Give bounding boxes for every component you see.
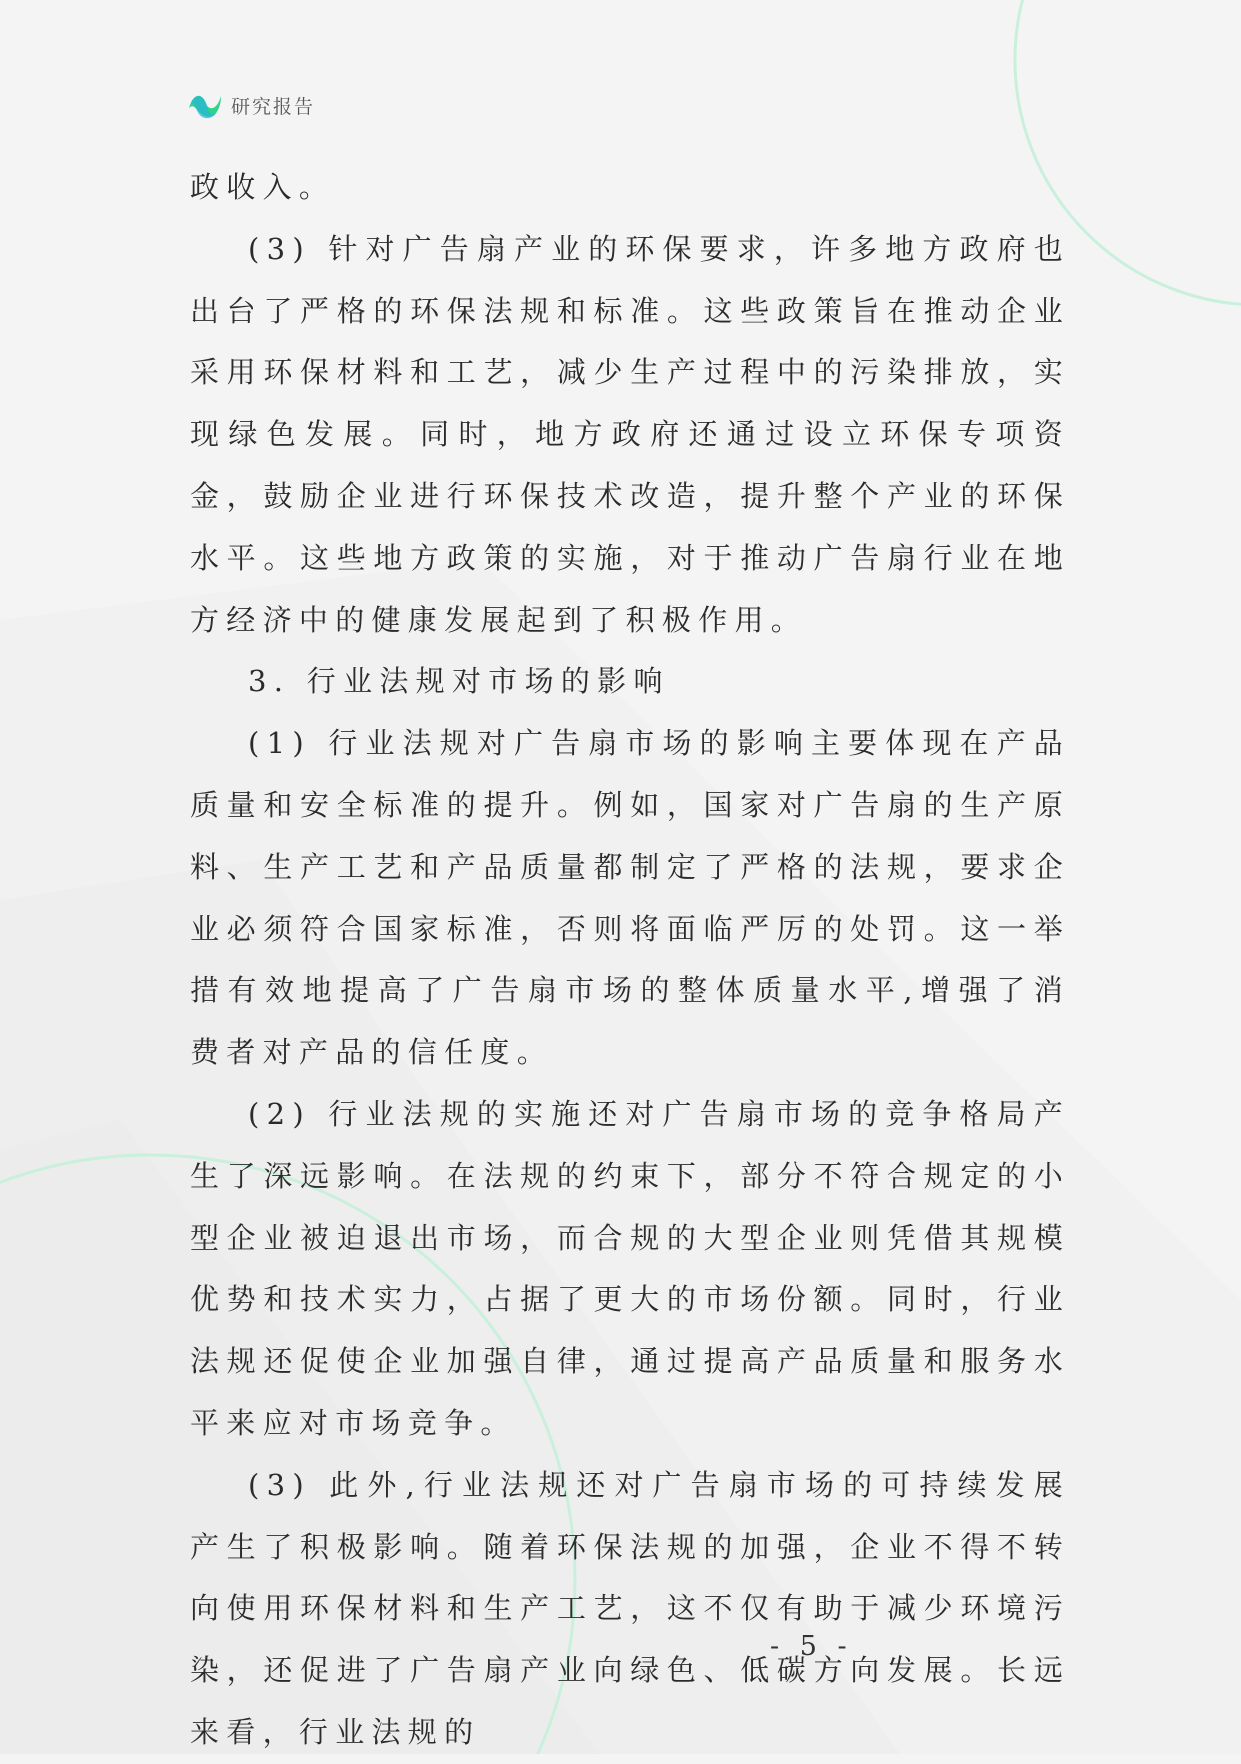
paragraph-continuation: 政收入。 xyxy=(190,170,336,204)
logo-icon xyxy=(187,88,223,122)
paragraph-local-environmental-policy: (3) 针对广告扇产业的环保要求，许多地方政府也出台了严格的环保法规和标准。这些政策旨在推动企业采用环保材料和工艺，减少生产过程中的污染排放，实现绿色发展。同时，地方政府还通过设立环保专项资金，鼓励企业进行环保技术改造，提升整个产业的环保水平。这些地方政策的实施，对于推动广告扇行业在地方经济中的健康发展起到了积极作用。 xyxy=(190,231,1070,637)
page-number: - 5 - xyxy=(770,1631,853,1662)
report-header-title: 研究报告 xyxy=(231,95,316,118)
document-body xyxy=(190,157,1070,1764)
paragraph-quality-standards: (1) 行业法规对广告扇市场的影响主要体现在产品质量和安全标准的提升。例如，国家对广告扇的生产原料、生产工艺和产品质量都制定了严格的法规，要求企业必须符合国家标准，否则将面临严厉的处罚。这一举措有效地提高了广告扇市场的整体质量水平,增强了消费者对产品的信任度。 xyxy=(190,726,1070,1070)
section-heading: 3. 行业法规对市场的影响 xyxy=(248,664,670,699)
paragraph-competitive-landscape: (2) 行业法规的实施还对广告扇市场的竞争格局产生了深远影响。在法规的约束下，部分不符合规定的小型企业被迫退出市场，而合规的大型企业则凭借其规模优势和技术实力，占据了更大的市场份额。同时，行业法规还促使企业加强自律，通过提高产品质量和服务水平来应对市场竞争。 xyxy=(190,1096,1070,1440)
paragraph-sustainable-development: (3) 此外,行业法规还对广告扇市场的可持续发展产生了积极影响。随着环保法规的加强，企业不得不转向使用环保材料和生产工艺，这不仅有助于减少环境污染，还促进了广告扇产业向绿色、低碳方向发展。长远来看，行业法规的 xyxy=(190,1467,1070,1749)
report-header xyxy=(187,88,315,122)
